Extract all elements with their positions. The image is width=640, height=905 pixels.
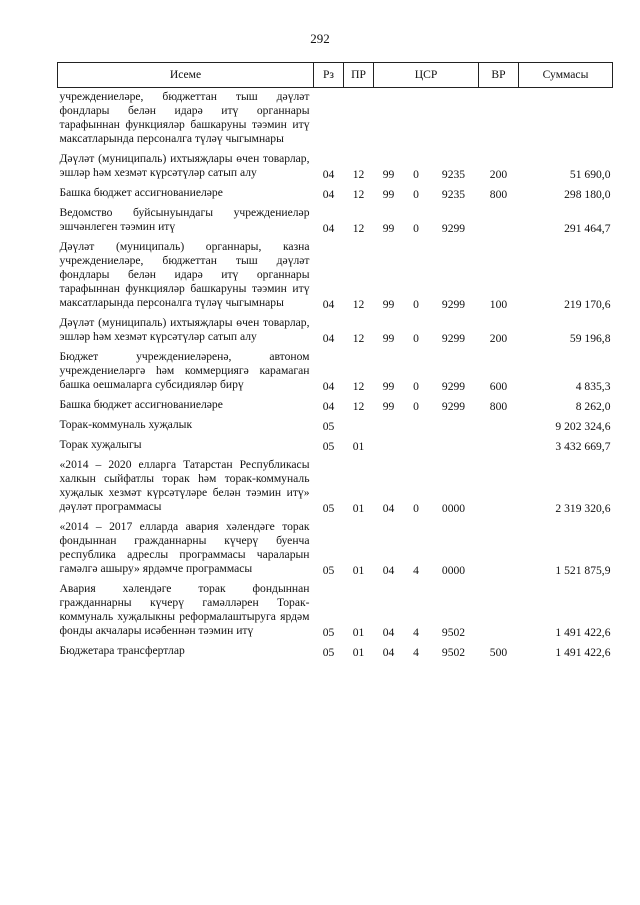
row-vr: 800 [489, 188, 508, 201]
row-vr [479, 88, 519, 149]
row-rz: 04 [322, 168, 335, 181]
row-vr: 500 [489, 646, 508, 659]
row-vr: 200 [489, 168, 508, 181]
row-vr [479, 454, 519, 516]
page-number: 292 [310, 31, 330, 46]
row-sum: 291 464,7 [564, 222, 611, 235]
row-pr [344, 88, 374, 149]
row-csr-3 [429, 414, 479, 434]
row-pr: 12 [352, 168, 365, 181]
row-sum: 1 491 422,6 [555, 626, 611, 639]
row-rz: 05 [322, 564, 335, 577]
row-csr-2: 0 [413, 168, 419, 181]
row-csr-3: 0000 [441, 564, 466, 577]
table-row [58, 182, 613, 202]
row-pr: 12 [352, 298, 365, 311]
header-vr: ВР [479, 63, 519, 88]
row-name: Торак-коммуналь хуҗалык [59, 418, 193, 431]
row-csr-1: 99 [382, 332, 395, 345]
row-csr-3: 9299 [441, 380, 466, 393]
row-name: Дәүләт (муниципаль) ихтыяҗлары өчен товарлар, эшләр һәм хезмәт күрсәтүләр сатып алу [59, 316, 310, 343]
row-name: Дәүләт (муниципаль) ихтыяҗлары өчен товарлар, эшләр һәм хезмәт күрсәтүләр сатып алу [59, 152, 310, 179]
row-csr-1: 99 [382, 380, 395, 393]
row-rz: 05 [322, 502, 335, 515]
row-rz: 04 [322, 188, 335, 201]
row-name: Бюджет учреждениеләренә, автоном учреждениеләргә һәм коммерциягә карамаган башка оешмаларга субсидияләр бирү [59, 350, 310, 391]
row-name: Башка бюджет ассигнованиеләре [59, 398, 223, 411]
row-vr: 600 [489, 380, 508, 393]
row-rz: 05 [322, 420, 335, 433]
row-csr-1 [374, 88, 404, 149]
row-sum: 9 202 324,6 [555, 420, 611, 433]
row-csr-2: 4 [413, 646, 419, 659]
row-name: «2014 – 2017 елларда авария хәлендәге торак фондыннан гражданнарны күчерү буенча республика адреслы программасы чараларын гамәлгә ашыру» ярдәмче программасы [59, 520, 310, 575]
row-vr [479, 578, 519, 640]
header-rz: Рз [314, 63, 344, 88]
row-csr-1 [374, 434, 404, 454]
row-name: учреждениеләре, бюджеттан тыш дәүләт фондлары белән идарә итү органнары тарафыннан функцияләр башкаруны тәэмин итү максатларында персоналга түләү чыгымнары [59, 90, 310, 145]
header-csr: ЦСР [374, 63, 479, 88]
row-csr-1: 99 [382, 400, 395, 413]
row-pr: 01 [352, 564, 365, 577]
table-row [58, 346, 613, 394]
row-name: Авария хәлендәге торак фондыннан гражданнарны күчерү гамәлләрен Торак-коммуналь хуҗалыкны реформалаштыруга ярдәм фонды акчалары исәбеннән тәэмин итү [59, 582, 310, 637]
row-csr-3: 9299 [441, 298, 466, 311]
row-csr-2: 4 [413, 564, 419, 577]
row-name: Бюджетара трансфертлар [59, 644, 185, 657]
header-sum: Суммасы [519, 63, 613, 88]
row-pr: 12 [352, 222, 365, 235]
row-csr-2 [404, 434, 429, 454]
row-csr-3: 0000 [441, 502, 466, 515]
table-row [58, 148, 613, 182]
table-row [58, 516, 613, 578]
table-row [58, 236, 613, 312]
row-csr-1: 99 [382, 298, 395, 311]
row-pr [344, 414, 374, 434]
row-rz: 04 [322, 222, 335, 235]
row-csr-1 [374, 414, 404, 434]
table-row [58, 578, 613, 640]
row-csr-3 [429, 88, 479, 149]
table-row [58, 394, 613, 414]
row-csr-3: 9299 [441, 332, 466, 345]
row-pr: 01 [352, 646, 365, 659]
row-name: Ведомство буйсынуындагы учреждениеләр эшчәнлеген тәэмин итү [59, 206, 310, 233]
row-sum: 1 491 422,6 [555, 646, 611, 659]
row-csr-2: 0 [413, 222, 419, 235]
row-csr-2: 4 [413, 626, 419, 639]
header-name: Исеме [58, 63, 314, 88]
row-rz: 05 [322, 626, 335, 639]
row-rz: 05 [322, 440, 335, 453]
row-csr-2: 0 [413, 380, 419, 393]
row-csr-2 [404, 414, 429, 434]
row-pr: 12 [352, 188, 365, 201]
row-csr-2: 0 [413, 502, 419, 515]
row-csr-2 [404, 88, 429, 149]
row-csr-1: 99 [382, 168, 395, 181]
header-pr: ПР [344, 63, 374, 88]
row-pr: 12 [352, 400, 365, 413]
row-rz [314, 88, 344, 149]
table-row [58, 454, 613, 516]
table-row [58, 312, 613, 346]
row-csr-3 [429, 434, 479, 454]
row-csr-1: 04 [382, 626, 395, 639]
row-rz: 04 [322, 400, 335, 413]
row-vr: 200 [489, 332, 508, 345]
table-row [58, 640, 613, 660]
row-csr-3: 9502 [441, 626, 466, 639]
row-vr [479, 516, 519, 578]
row-pr: 01 [352, 626, 365, 639]
row-sum: 1 521 875,9 [555, 564, 611, 577]
row-csr-3: 9299 [441, 222, 466, 235]
row-csr-3: 9235 [441, 168, 466, 181]
row-name: «2014 – 2020 елларга Татарстан Республикасы халкын сыйфатлы торак һәм торак-коммуналь хуҗалык хезмәт күрсәтүләре белән тәэмин итү» дәүләт программасы [59, 458, 310, 513]
table-row [58, 88, 613, 149]
budget-table [57, 62, 613, 660]
row-name: Дәүләт (муниципаль) органнары, казна учреждениеләре, бюджеттан тыш дәүләт фондлары белән идарә итү органнары тарафыннан функцияләр башкаруны тәэмин итү максатларында персоналга түләү чыгымнары [59, 240, 310, 309]
table-row [58, 434, 613, 454]
row-name: Торак хуҗалыгы [59, 438, 142, 451]
row-csr-2: 0 [413, 188, 419, 201]
row-pr: 01 [352, 502, 365, 515]
row-pr: 12 [352, 332, 365, 345]
row-csr-1: 04 [382, 646, 395, 659]
row-csr-1: 99 [382, 222, 395, 235]
row-sum: 298 180,0 [564, 188, 611, 201]
row-sum: 8 262,0 [575, 400, 611, 413]
row-vr [479, 202, 519, 236]
row-sum: 4 835,3 [575, 380, 611, 393]
row-vr: 100 [489, 298, 508, 311]
row-csr-3: 9299 [441, 400, 466, 413]
row-pr: 01 [352, 440, 365, 453]
table-row [58, 414, 613, 434]
row-csr-3: 9235 [441, 188, 466, 201]
row-rz: 05 [322, 646, 335, 659]
row-csr-2: 0 [413, 400, 419, 413]
row-name: Башка бюджет ассигнованиеләре [59, 186, 223, 199]
row-sum: 59 196,8 [569, 332, 611, 345]
row-sum: 51 690,0 [569, 168, 611, 181]
row-csr-2: 0 [413, 332, 419, 345]
row-sum: 3 432 669,7 [555, 440, 611, 453]
table-header-row [58, 63, 613, 88]
row-sum: 2 319 320,6 [555, 502, 611, 515]
row-sum: 219 170,6 [564, 298, 611, 311]
row-csr-2: 0 [413, 298, 419, 311]
row-csr-1: 04 [382, 502, 395, 515]
row-csr-3: 9502 [441, 646, 466, 659]
row-rz: 04 [322, 332, 335, 345]
table-body [58, 88, 613, 661]
row-vr [479, 414, 519, 434]
row-rz: 04 [322, 298, 335, 311]
row-csr-1: 04 [382, 564, 395, 577]
row-vr: 800 [489, 400, 508, 413]
row-sum [519, 88, 613, 149]
row-vr [479, 434, 519, 454]
row-rz: 04 [322, 380, 335, 393]
table-row [58, 202, 613, 236]
row-csr-1: 99 [382, 188, 395, 201]
row-pr: 12 [352, 380, 365, 393]
